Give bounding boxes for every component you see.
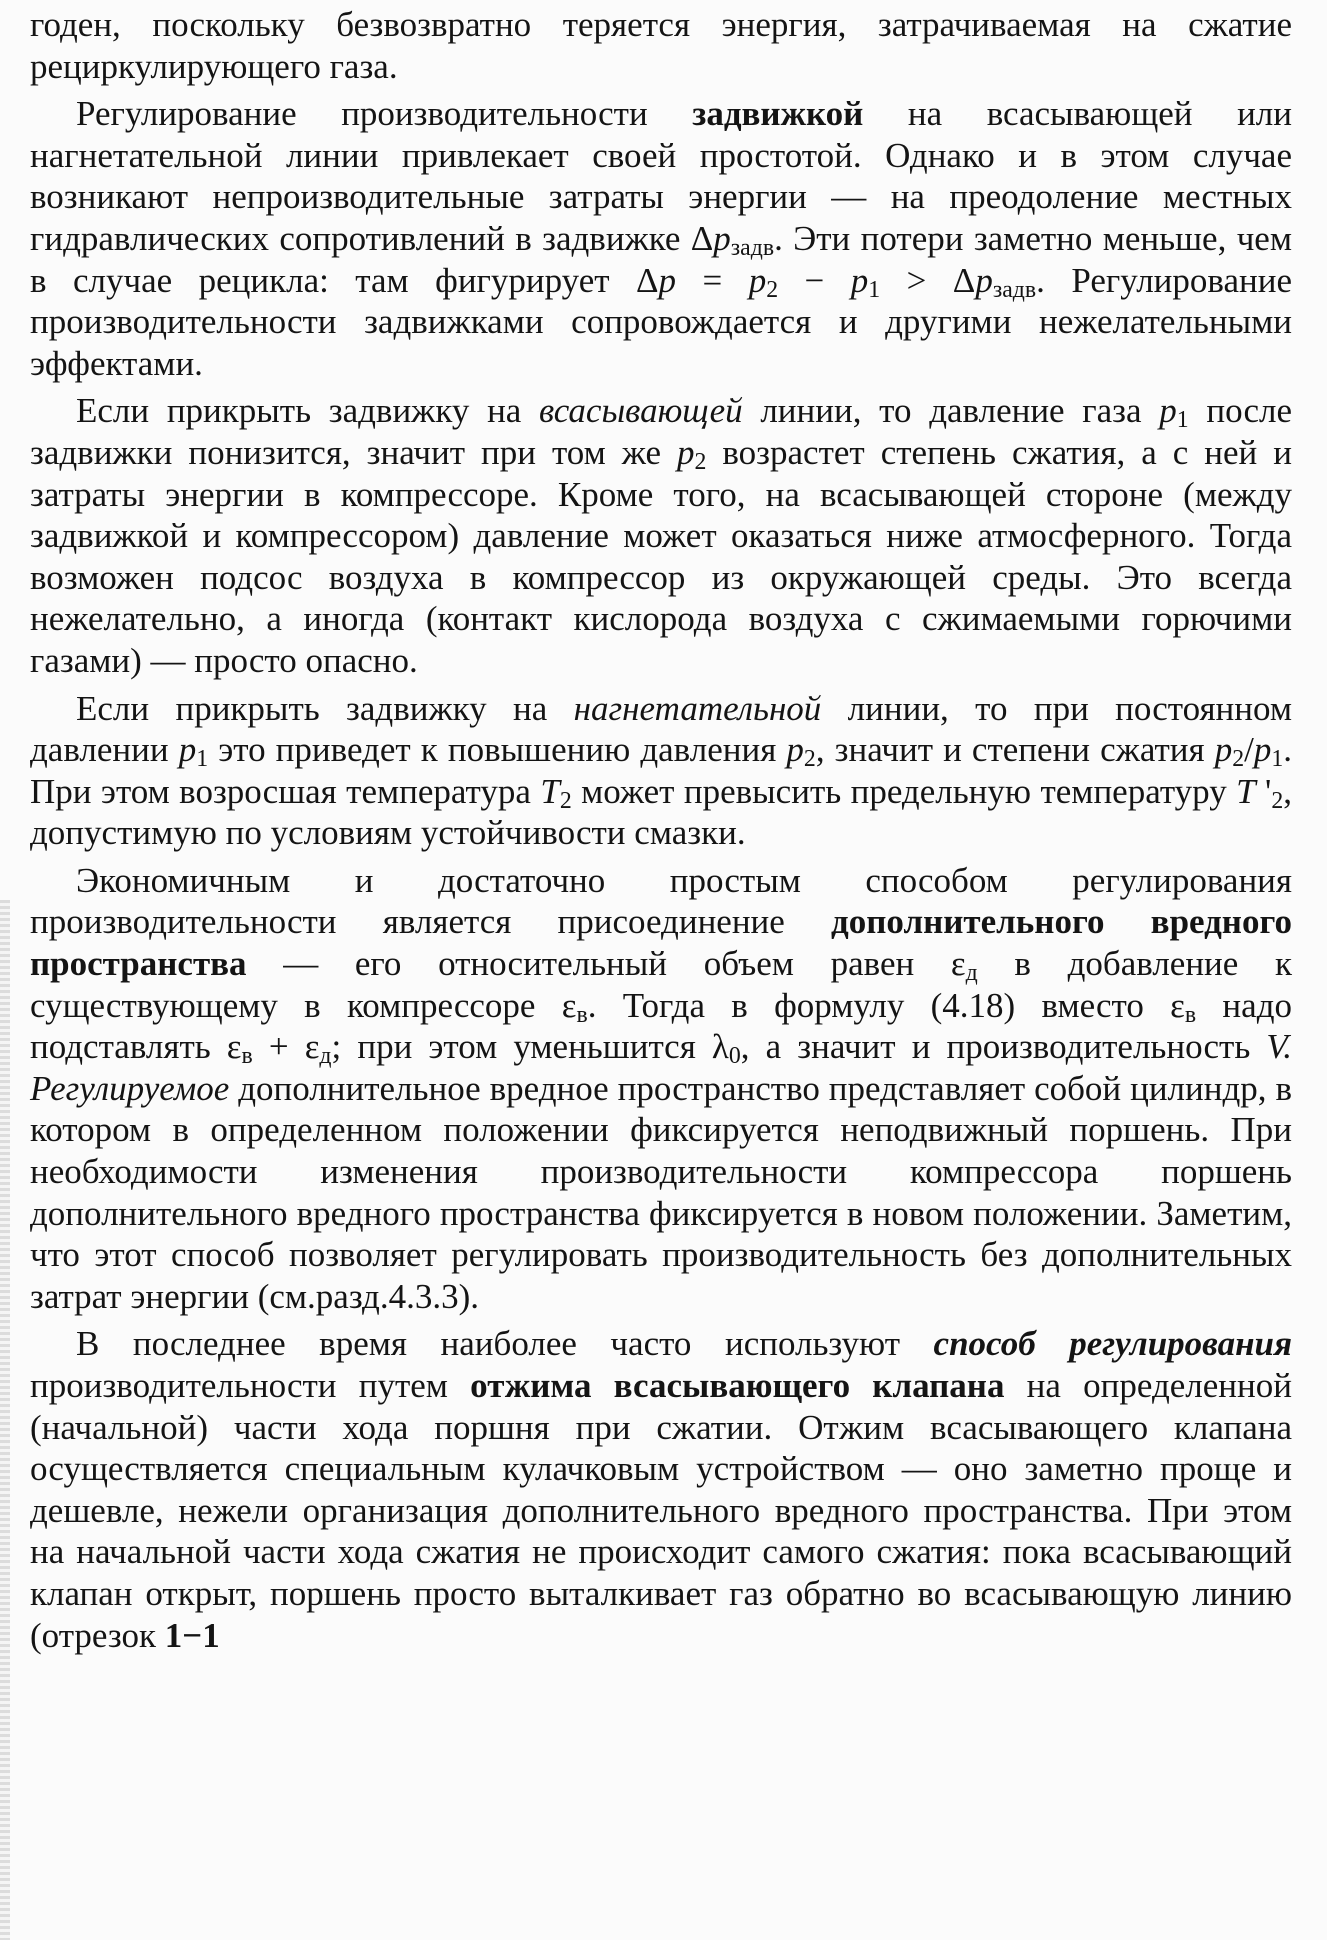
text-run: > Δ xyxy=(880,260,976,300)
text-run: годен, поскольку безвозвратно теряется энергия, затрачиваемая на сжатие рециркулирующего газа. xyxy=(30,5,1292,86)
bold-text-run: отжима всасывающего клапана xyxy=(470,1366,1005,1405)
text-run: — его относительный объем равен ε xyxy=(246,944,966,984)
paragraph xyxy=(30,93,1292,384)
text-run: , допустимую по условиям устойчивости смазки. xyxy=(30,771,1292,853)
scan-binding-edge xyxy=(0,900,10,1940)
bold-text-run: задвижкой xyxy=(692,94,864,134)
bold-text-run: дополнительного вредного пространства xyxy=(30,902,1292,984)
text-run: это приведет к повышению давления xyxy=(208,730,787,770)
text-run: дополнительное вредное пространство представляет собой цилиндр, в котором в определенном положении фиксируется неподвижный поршень. При необходимости изменения производительности компрессора поршень дополнительного вредного пространства фиксируется в новом положении. Заметим, что этот способ позволяет регулировать производительность без дополнительных затрат энергии (см.разд.4.3.3). xyxy=(30,1068,1292,1316)
text-run: может превысить предельную температуру xyxy=(571,771,1237,811)
ital-text-run: T xyxy=(540,771,560,811)
subscript: в xyxy=(576,1001,588,1028)
text-run: линии, то при постоянном давлении xyxy=(30,688,1293,770)
text-run: надо подставлять ε xyxy=(30,985,1293,1067)
subscript: 2 xyxy=(766,276,779,303)
subscript: в xyxy=(241,1043,253,1070)
text-run: , значит и степени сжатия xyxy=(815,730,1215,770)
text-run: − xyxy=(778,260,851,300)
ital-text-run: T xyxy=(1236,771,1256,811)
text-run: производительности путем xyxy=(30,1366,471,1405)
bold-text-run: 1−1 xyxy=(164,1615,220,1655)
subscript: 2 xyxy=(694,449,707,476)
text-run: на всасывающей или нагнетательной линии привлекает своей простотой. Однако и в этом случае возникают непроизводительные затраты энергии — на преодоление местных гидравлических сопротивлений в задвижке Δ xyxy=(30,94,1293,258)
text-run: . Регулирование производительности задвижками сопровождается и другими нежелательными эффектами. xyxy=(30,260,1292,383)
page-text-body xyxy=(30,4,1292,1656)
ital-text-run: нагнетательной xyxy=(573,688,822,728)
subscript: в xyxy=(1184,1001,1197,1028)
ital-text-run: p xyxy=(677,432,695,472)
ital-text-run: p xyxy=(713,218,731,258)
text-run: . При этом возросшая температура xyxy=(30,730,1292,811)
ital-text-run: всасывающей xyxy=(539,391,743,431)
ital-text-run: p xyxy=(178,730,197,770)
ital-text-run: p xyxy=(975,260,993,300)
paragraph xyxy=(30,1323,1292,1656)
ital-text-run: p xyxy=(850,260,869,300)
ital-text-run: V. Регулируемое xyxy=(30,1027,1293,1108)
text-run: = xyxy=(676,260,749,300)
text-run: , а значит и производительность xyxy=(740,1027,1267,1067)
text-run: / xyxy=(1244,730,1254,770)
subscript: 2 xyxy=(559,787,572,814)
text-run: . Эти потери заметно меньше, чем в случае рецикла: там фигурирует Δ xyxy=(30,218,1292,300)
text-run: В последнее время наиболее часто используют xyxy=(76,1324,934,1364)
subscript: 2 xyxy=(803,746,816,773)
paragraph xyxy=(30,4,1292,87)
text-run: после задвижки понизится, значит при том же xyxy=(30,391,1292,472)
text-run: ; при этом уменьшится λ xyxy=(331,1027,729,1067)
ital-text-run: p xyxy=(1253,730,1272,770)
subscript: 1 xyxy=(868,276,881,303)
text-run: Если прикрыть задвижку на xyxy=(76,391,540,431)
text-run: Экономичным и достаточно простым способом регулирования производительности является присоединение xyxy=(30,860,1292,942)
text-run: Регулирование производительности xyxy=(76,94,693,134)
text-run: линии, то давление газа xyxy=(742,391,1160,431)
ital-text-run: p xyxy=(658,260,677,300)
subscript: 1 xyxy=(196,746,209,773)
bi-text-run: способ регулирования xyxy=(933,1324,1292,1364)
subscript: д xyxy=(319,1043,332,1070)
ital-text-run: p xyxy=(1159,391,1177,431)
subscript: 2 xyxy=(1271,787,1284,814)
subscript: 1 xyxy=(1176,407,1189,434)
ital-text-run: p xyxy=(786,730,804,770)
text-run: на определенной (начальной) части хода поршня при сжатии. Отжим всасывающего клапана осуществляется специальным кулачковым устройством — оно заметно проще и дешевле, нежели организация дополнительного вредного пространства. При этом на начальной части хода сжатия не происходит самого сжатия: пока всасывающий клапан открыт, поршень просто выталкивает газ обратно во всасывающую линию (отрезок xyxy=(30,1366,1292,1655)
paragraph xyxy=(30,390,1292,681)
text-run: . Тогда в формулу (4.18) вместо ε xyxy=(587,985,1185,1025)
subscript: 2 xyxy=(1232,746,1245,773)
paragraph xyxy=(30,860,1292,1318)
ital-text-run: p xyxy=(748,260,767,300)
text-run: Если прикрыть задвижку на xyxy=(76,688,574,728)
subscript: д xyxy=(965,960,978,987)
text-run: + ε xyxy=(252,1027,320,1067)
subscript: задв xyxy=(992,276,1037,303)
text-run: ' xyxy=(1255,771,1272,811)
text-run: в добавление к существующему в компрессоре ε xyxy=(30,944,1292,1025)
text-run: возрастет степень сжатия, а с ней и затраты энергии в компрессоре. Кроме того, на всасывающей стороне (между задвижкой и компрессором) давление может оказаться ниже атмосферного. Тогда возможен подсос воздуха в компрессор из окружающей среды. Это всегда нежелательно, а иногда (контакт кислорода воздуха с сжимаемыми горючими газами) — просто опасно. xyxy=(30,432,1292,680)
paragraph xyxy=(30,688,1292,854)
ital-text-run: p xyxy=(1214,730,1233,770)
subscript: 1 xyxy=(1271,746,1284,773)
subscript: 0 xyxy=(728,1043,741,1070)
subscript: задв xyxy=(730,235,775,262)
